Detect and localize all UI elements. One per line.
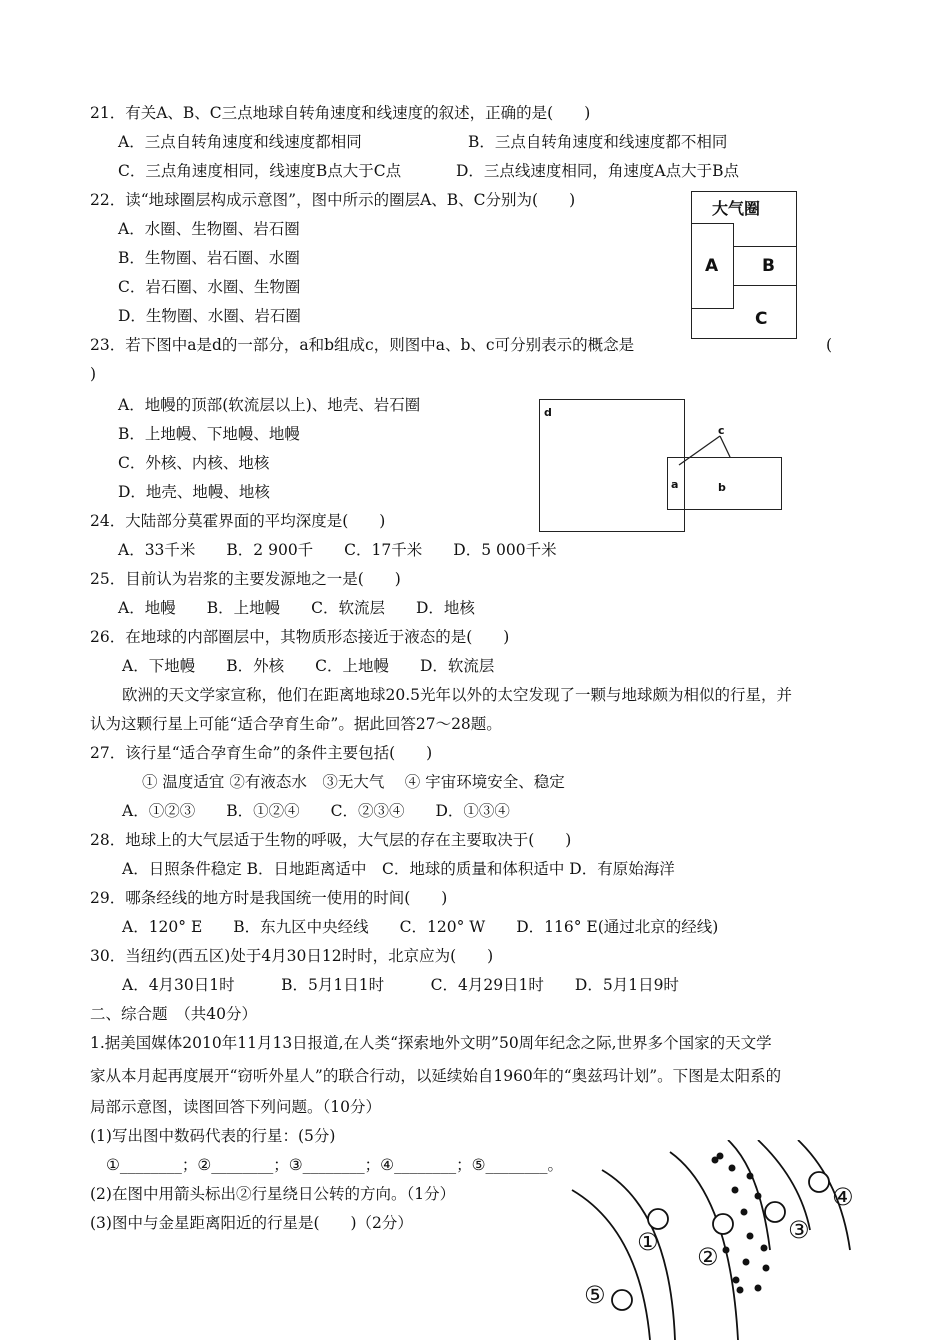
q21-option-c: C．三点角速度相同，线速度B点大于C点	[118, 162, 402, 180]
q22-option-b: B．生物圈、岩石圈、水圈	[118, 249, 300, 267]
set-label-a: a	[671, 478, 679, 491]
q22-option-a: A．水圈、生物圈、岩石圈	[118, 220, 300, 238]
q29-stem: 29．哪条经线的地方时是我国统一使用的时间( )	[90, 889, 448, 907]
q30-stem: 30．当纽约(西五区)处于4月30日12时时，北京应为( )	[90, 947, 494, 965]
q28-stem: 28．地球上的大气层适于生物的呼吸，大气层的存在主要取决于( )	[90, 831, 572, 849]
planet-1	[648, 1209, 668, 1229]
set-label-c: c	[718, 424, 725, 437]
q22-option-d: D．生物圈、水圈、岩石圈	[118, 307, 301, 325]
q29-options: A．120° E B．东九区中央经线 C．120° W D．116° E(通过北京的经线)	[122, 918, 719, 936]
sphere-label-c: C	[755, 309, 768, 329]
planet-4	[809, 1172, 829, 1192]
planet-label-5: ⑤	[584, 1281, 606, 1309]
q21-stem: 21．有关A、B、C三点地球自转角速度和线速度的叙述，正确的是( )	[90, 104, 591, 122]
q23-stem: 23．若下图中a是d的一部分，a和b组成c，则图中a、b、c可分别表示的概念是	[90, 336, 635, 354]
sphere-label-b: B	[762, 256, 775, 276]
s2-p1-line-2: 家从本月起再度展开“窃听外星人”的联合行动，以延续始自1960年的“奥兹玛计划”。下图是太阳系的	[90, 1067, 782, 1085]
set-c-pointer	[660, 420, 750, 470]
atmosphere-label: 大气圈	[712, 199, 761, 218]
planet-label-4: ④	[832, 1183, 854, 1211]
solar-orbits-svg	[560, 1140, 890, 1340]
q27-conditions: ① 温度适宜 ②有液态水 ③无大气 ④ 宇宙环境安全、稳定	[142, 773, 565, 791]
q27-stem: 27．该行星“适合孕育生命”的条件主要包括( )	[90, 744, 433, 762]
s2-sub-question-3: (3)图中与金星距离阳近的行星是( )（2分）	[90, 1214, 413, 1232]
s2-sub-question-1: (1)写出图中数码代表的行星：(5分)	[90, 1127, 336, 1145]
planet-label-1: ①	[637, 1228, 659, 1256]
s2-p1-line-1: 1.据美国媒体2010年11月13日报道,在人类“探索地外文明”50周年纪念之际,世界多个国家的天文学	[90, 1034, 772, 1052]
q24-stem: 24．大陆部分莫霍界面的平均深度是( )	[90, 512, 386, 530]
q24-options: A．33千米 B．2 900千 C．17千米 D．5 000千米	[118, 541, 557, 559]
q22-stem: 22．读“地球圈层构成示意图”，图中所示的圈层A、B、C分别为( )	[90, 191, 576, 209]
q27-options: A．①②③ B．①②④ C．②③④ D．①③④	[122, 802, 510, 820]
q23-option-c: C．外核、内核、地核	[118, 454, 270, 472]
q28-options: A．日照条件稳定 B．日地距离适中 C．地球的质量和体积适中 D．有原始海洋	[122, 860, 675, 878]
planet-label-2: ②	[697, 1243, 719, 1271]
q21-option-a: A．三点自转角速度和线速度都相同	[118, 133, 362, 151]
solar-system-diagram	[560, 1140, 890, 1340]
q21-option-d: D．三点线速度相同，角速度A点大于B点	[456, 162, 740, 180]
s2-p1-line-3: 局部示意图，读图回答下列问题。（10分）	[90, 1098, 381, 1116]
planet-5	[612, 1290, 632, 1310]
planet-2	[713, 1214, 733, 1234]
q21-option-b: B．三点自转角速度和线速度都不相同	[468, 133, 728, 151]
sphere-label-a: A	[705, 256, 719, 276]
passage-line-1: 欧洲的天文学家宣称，他们在距离地球20.5光年以外的太空发现了一颗与地球颇为相似的行星，并	[122, 686, 793, 704]
q26-options: A．下地幔 B．外核 C．上地幔 D．软流层	[122, 657, 495, 675]
q23-option-b: B．上地幔、下地幔、地幔	[118, 425, 300, 443]
q25-options: A．地幔 B．上地幔 C．软流层 D．地核	[118, 599, 475, 617]
orbit-5	[572, 1190, 650, 1340]
q23-paren-open: (	[826, 336, 833, 354]
q22-option-c: C．岩石圈、水圈、生物圈	[118, 278, 301, 296]
q25-stem: 25．目前认为岩浆的主要发源地之一是( )	[90, 570, 401, 588]
q26-stem: 26．在地球的内部圈层中，其物质形态接近于液态的是( )	[90, 628, 510, 646]
q23-option-d: D．地壳、地幔、地核	[118, 483, 270, 501]
set-label-d: d	[544, 406, 552, 419]
s2-answer-blanks: ①________；②________；③________；④________；⑤________。	[106, 1156, 563, 1174]
s2-sub-question-2: (2)在图中用箭头标出②行星绕日公转的方向。（1分）	[90, 1185, 456, 1203]
planet-label-3: ③	[788, 1216, 810, 1244]
q23-option-a: A．地幔的顶部(软流层以上)、地壳、岩石圈	[118, 396, 421, 414]
q23-paren-close: )	[90, 365, 97, 383]
set-label-b: b	[718, 481, 726, 494]
planet-3	[765, 1202, 785, 1222]
passage-line-2: 认为这颗行星上可能“适合孕育生命”。据此回答27～28题。	[90, 715, 502, 733]
q30-options: A．4月30日1时 B．5月1日1时 C．4月29日1时 D．5月1日9时	[122, 976, 679, 994]
section2-title: 二、综合题 （共40分）	[90, 1005, 257, 1023]
